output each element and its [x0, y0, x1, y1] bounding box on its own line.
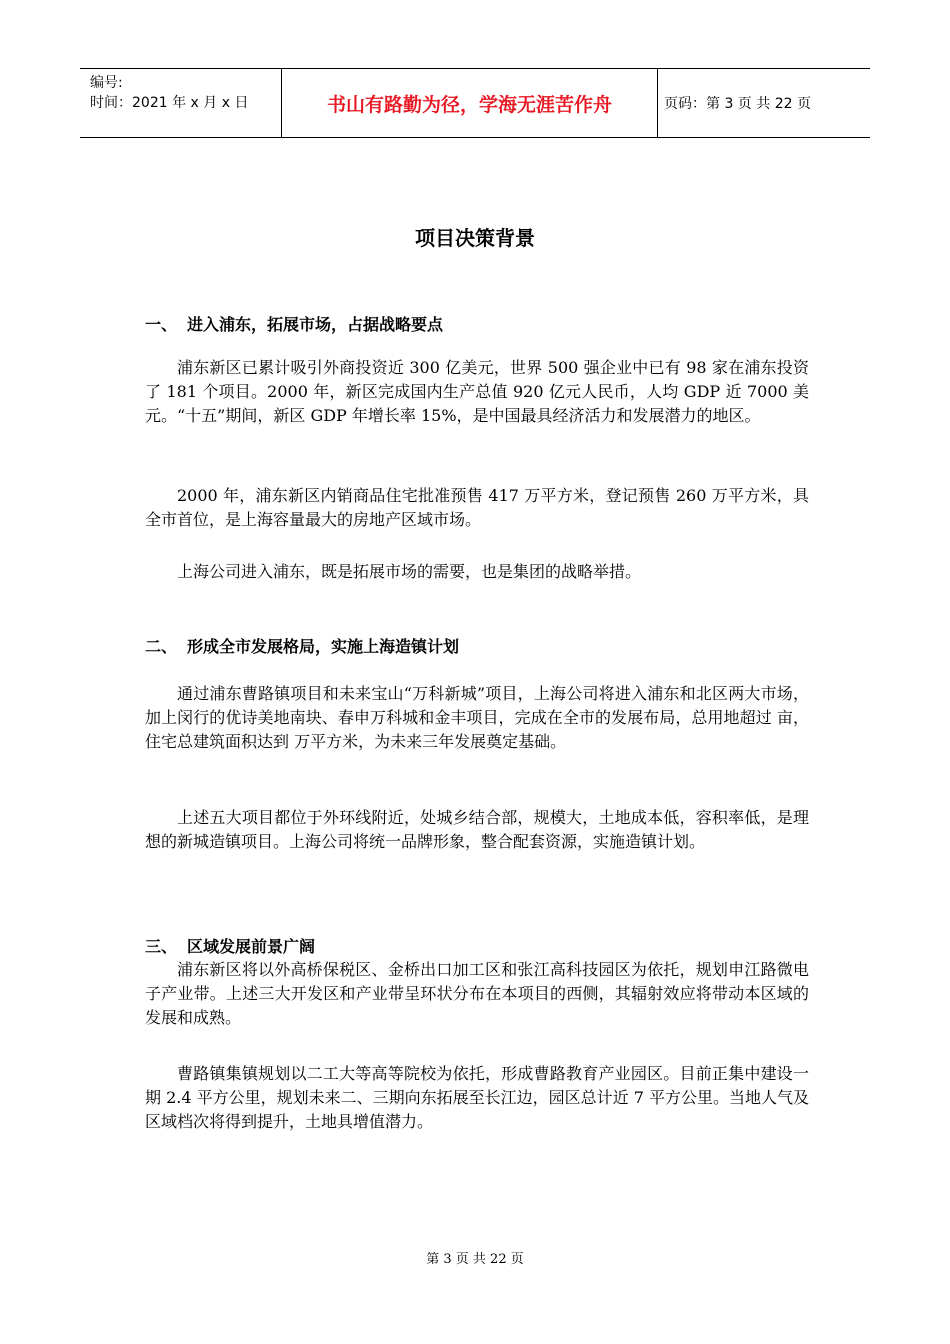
paragraph: 上述五大项目都位于外环线附近，处城乡结合部，规模大，土地成本低，容积率低，是理想的新城造镇项目。上海公司将统一品牌形象，整合配套资源，实施造镇计划。: [145, 808, 809, 851]
section-number: 一、: [145, 315, 178, 334]
paragraph: 2000 年，浦东新区内销商品住宅批准预售 417 万平方米，登记预售 260 万平方米，具全市首位，是上海容量最大的房地产区域市场。: [145, 486, 809, 529]
section-title: 形成全市发展格局，实施上海造镇计划: [187, 637, 460, 656]
header-table: [80, 68, 870, 138]
section-heading-2: [145, 634, 459, 657]
page-footer: 第 3 页 共 22 页: [426, 1252, 524, 1267]
section-heading-3: [145, 934, 315, 957]
section-heading-1: [145, 312, 443, 335]
section-title: 进入浦东，拓展市场，占据战略要点: [187, 315, 444, 334]
paragraph: 浦东新区已累计吸引外商投资近 300 亿美元，世界 500 强企业中已有 98 家在浦东投资了 181 个项目。2000 年，新区完成国内生产总值 920 亿元人民币，人均 GDP 近 7000 美元。“十五”期间，新区 GDP 年增长率 15%，是中国最具经济活力和发展潜力的地区。: [145, 358, 809, 425]
paragraph: 通过浦东曹路镇项目和未来宝山“万科新城”项目，上海公司将进入浦东和北区两大市场，加上闵行的优诗美地南块、春申万科城和金丰项目，完成在全市的发展布局，总用地超过 亩，住宅总建筑面积达到 万平方米，为未来三年发展奠定基础。: [145, 684, 809, 751]
number-label: 编号:: [90, 75, 123, 91]
paragraph: 曹路镇集镇规划以二工大等高等院校为依托，形成曹路教育产业园区。目前正集中建设一期 2.4 平方公里，规划未来二、三期向东拓展至长江边，园区总计近 7 平方公里。当地人气及区域档次将得到提升，土地具增值潜力。: [145, 1064, 809, 1131]
section-title: 区域发展前景广阔: [187, 937, 316, 956]
paragraph: 上海公司进入浦东，既是拓展市场的需要，也是集团的战略举措。: [177, 562, 642, 581]
paragraph: 浦东新区将以外高桥保税区、金桥出口加工区和张江高科技园区为依托，规划申江路微电子产业带。上述三大开发区和产业带呈环状分布在本项目的西侧，其辐射效应将带动本区域的发展和成熟。: [145, 960, 809, 1027]
time-label: 时间：2021 年 x 月 x 日: [90, 95, 249, 111]
section-number: 三、: [145, 937, 178, 956]
document-title: 项目决策背景: [415, 226, 535, 250]
page-info: 页码：第 3 页 共 22 页: [664, 96, 811, 112]
section-number: 二、: [145, 637, 178, 656]
header-left-cell: [80, 69, 282, 137]
motto: 书山有路勤为径，学海无涯苦作舟: [282, 69, 658, 137]
